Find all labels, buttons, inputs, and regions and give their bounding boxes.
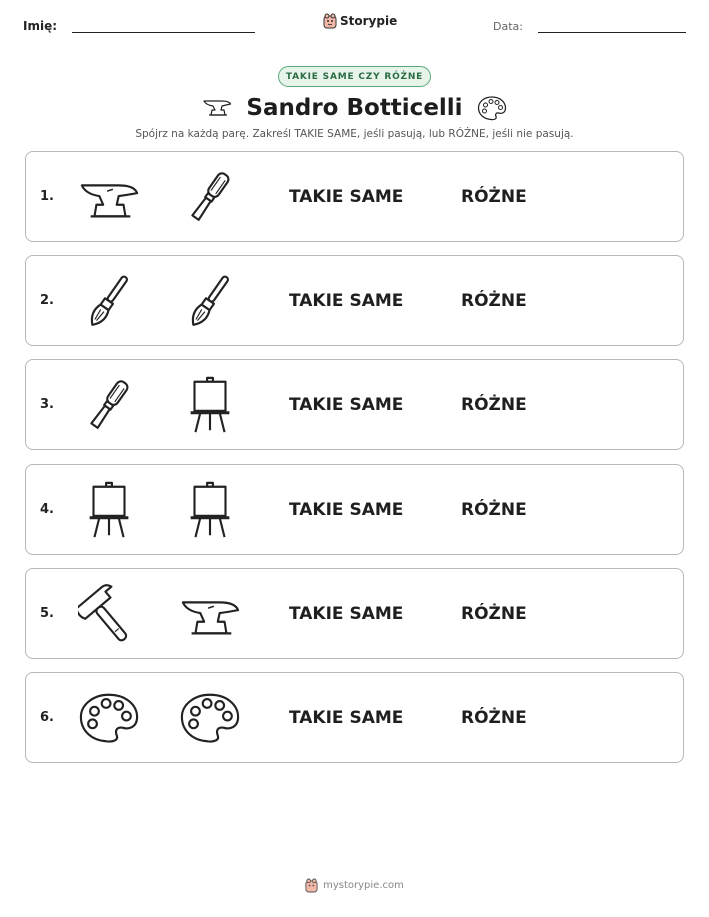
option-same[interactable]: TAKIE SAME [289,603,404,624]
question-number: 1. [40,189,54,204]
name-label: Imię: [23,19,58,33]
page-title: Sandro Botticelli [246,95,463,121]
option-same[interactable]: TAKIE SAME [289,499,404,520]
header [0,0,709,50]
brand-logo [323,13,397,29]
anvil-icon [179,583,241,645]
question-number: 5. [40,606,54,621]
question-number: 2. [40,293,54,308]
option-same[interactable]: TAKIE SAME [289,186,404,207]
date-field[interactable] [538,32,686,33]
date-label: Data: [493,20,523,33]
question-row-4 [25,464,684,555]
footer [0,878,709,893]
easel-icon [78,479,140,541]
storypie-mascot-icon [305,878,318,893]
option-different[interactable]: RÓŻNE [461,603,527,624]
anvil-icon [78,166,140,228]
worksheet-type-badge: TAKIE SAME CZY RÓŻNE [278,66,431,87]
instructions: Spójrz na każdą parę. Zakreśl TAKIE SAME, jeśli pasują, lub RÓŻNE, jeśli nie pasują. [135,128,574,140]
easel-icon [179,374,241,436]
palette-icon [477,95,507,121]
question-number: 3. [40,397,54,412]
option-same[interactable]: TAKIE SAME [289,394,404,415]
option-different[interactable]: RÓŻNE [461,290,527,311]
option-same[interactable]: TAKIE SAME [289,707,404,728]
brush-icon [179,270,241,332]
easel-icon [179,479,241,541]
brand-name: Storypie [340,14,398,28]
option-different[interactable]: RÓŻNE [461,186,527,207]
question-number: 4. [40,502,54,517]
question-row-2 [25,255,684,346]
footer-url: mystorypie.com [323,880,404,891]
anvil-icon [202,97,232,119]
title-row [0,90,709,126]
question-row-6 [25,672,684,763]
chisel-icon [78,374,140,436]
brush-icon [78,270,140,332]
name-field[interactable] [72,32,255,33]
storypie-mascot-icon [323,13,337,29]
palette-icon [179,687,241,749]
option-different[interactable]: RÓŻNE [461,394,527,415]
option-same[interactable]: TAKIE SAME [289,290,404,311]
option-different[interactable]: RÓŻNE [461,707,527,728]
hammer-icon [78,583,140,645]
question-row-5 [25,568,684,659]
question-row-1 [25,151,684,242]
option-different[interactable]: RÓŻNE [461,499,527,520]
question-row-3 [25,359,684,450]
chisel-icon [179,166,241,228]
question-number: 6. [40,710,54,725]
palette-icon [78,687,140,749]
